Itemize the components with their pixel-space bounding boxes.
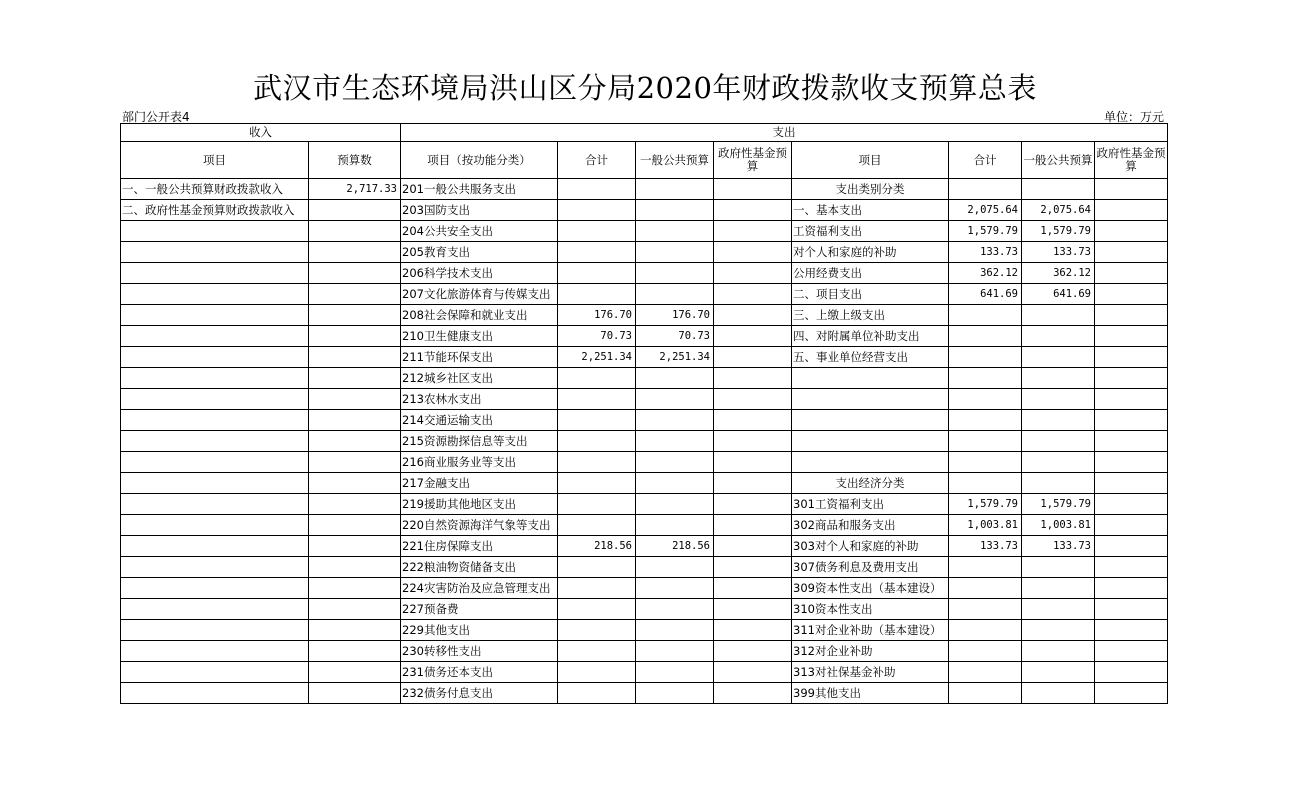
cell-econ-item — [792, 389, 949, 410]
cell-econ-item — [792, 368, 949, 389]
income-section-header: 收入 — [121, 124, 401, 142]
cell-func-item: 215资源勘探信息等支出 — [401, 431, 558, 452]
table-row — [121, 683, 1168, 704]
table-row — [121, 200, 1168, 221]
cell-income-budget — [309, 389, 401, 410]
cell-econ-total — [949, 431, 1022, 452]
cell-income-item: 一、一般公共预算财政拨款收入 — [121, 179, 309, 200]
cell-econ-fund — [1095, 200, 1168, 221]
cell-func-total — [558, 662, 636, 683]
cell-econ-general: 362.12 — [1022, 263, 1095, 284]
cell-func-item: 227预备费 — [401, 599, 558, 620]
cell-func-item: 210卫生健康支出 — [401, 326, 558, 347]
table-code: 部门公开表4 — [122, 110, 190, 124]
cell-econ-total — [949, 473, 1022, 494]
cell-econ-item — [792, 452, 949, 473]
cell-func-item: 222粮油物资储备支出 — [401, 557, 558, 578]
cell-func-general — [636, 620, 714, 641]
cell-econ-item: 303对个人和家庭的补助 — [792, 536, 949, 557]
cell-func-general — [636, 200, 714, 221]
cell-income-item — [121, 263, 309, 284]
cell-econ-general — [1022, 305, 1095, 326]
cell-func-fund — [714, 263, 792, 284]
cell-econ-fund — [1095, 431, 1168, 452]
cell-income-budget: 2,717.33 — [309, 179, 401, 200]
cell-econ-item: 310资本性支出 — [792, 599, 949, 620]
cell-econ-general — [1022, 641, 1095, 662]
cell-income-budget — [309, 368, 401, 389]
cell-func-fund — [714, 452, 792, 473]
table-row — [121, 620, 1168, 641]
cell-income-item — [121, 242, 309, 263]
cell-func-general — [636, 599, 714, 620]
cell-econ-general — [1022, 557, 1095, 578]
cell-func-item: 211节能环保支出 — [401, 347, 558, 368]
col-econ-item: 项目 — [792, 142, 949, 179]
cell-func-fund — [714, 431, 792, 452]
cell-econ-fund — [1095, 410, 1168, 431]
cell-econ-fund — [1095, 263, 1168, 284]
cell-econ-fund — [1095, 494, 1168, 515]
cell-func-total: 70.73 — [558, 326, 636, 347]
cell-func-general — [636, 494, 714, 515]
cell-econ-fund — [1095, 347, 1168, 368]
cell-func-general — [636, 368, 714, 389]
cell-func-item: 201一般公共服务支出 — [401, 179, 558, 200]
cell-econ-general — [1022, 179, 1095, 200]
cell-func-fund — [714, 179, 792, 200]
cell-econ-general: 1,579.79 — [1022, 221, 1095, 242]
cell-func-general — [636, 557, 714, 578]
cell-income-budget — [309, 221, 401, 242]
cell-econ-total: 641.69 — [949, 284, 1022, 305]
col-econ-general: 一般公共预算 — [1022, 142, 1095, 179]
table-row — [121, 221, 1168, 242]
cell-func-general — [636, 683, 714, 704]
cell-econ-general — [1022, 347, 1095, 368]
cell-func-item: 217金融支出 — [401, 473, 558, 494]
cell-econ-general: 1,003.81 — [1022, 515, 1095, 536]
table-row — [121, 368, 1168, 389]
cell-income-budget — [309, 536, 401, 557]
cell-func-fund — [714, 641, 792, 662]
cell-func-general — [636, 452, 714, 473]
cell-econ-item: 302商品和服务支出 — [792, 515, 949, 536]
cell-econ-fund — [1095, 536, 1168, 557]
cell-econ-total — [949, 683, 1022, 704]
cell-income-item — [121, 389, 309, 410]
cell-econ-total: 1,579.79 — [949, 221, 1022, 242]
cell-econ-total — [949, 389, 1022, 410]
cell-econ-fund — [1095, 242, 1168, 263]
table-row — [121, 473, 1168, 494]
table-row — [121, 179, 1168, 200]
cell-econ-general — [1022, 431, 1095, 452]
cell-econ-general — [1022, 662, 1095, 683]
expense-section-header: 支出 — [401, 124, 1168, 142]
col-func-general: 一般公共预算 — [636, 142, 714, 179]
cell-income-budget — [309, 242, 401, 263]
cell-econ-item: 311对企业补助（基本建设） — [792, 620, 949, 641]
cell-func-total — [558, 263, 636, 284]
cell-econ-item — [792, 431, 949, 452]
col-econ-fund: 政府性基金预算 — [1095, 142, 1168, 179]
cell-econ-item: 307债务利息及费用支出 — [792, 557, 949, 578]
col-func-total: 合计 — [558, 142, 636, 179]
cell-func-fund — [714, 410, 792, 431]
cell-func-fund — [714, 200, 792, 221]
cell-func-total — [558, 494, 636, 515]
unit-label: 单位：万元 — [1104, 110, 1165, 124]
cell-func-total — [558, 368, 636, 389]
cell-econ-total — [949, 410, 1022, 431]
cell-func-fund — [714, 473, 792, 494]
cell-income-item — [121, 557, 309, 578]
cell-econ-total — [949, 452, 1022, 473]
table-row — [121, 305, 1168, 326]
cell-econ-fund — [1095, 305, 1168, 326]
cell-econ-fund — [1095, 368, 1168, 389]
cell-income-item — [121, 347, 309, 368]
table-row — [121, 263, 1168, 284]
cell-func-total — [558, 389, 636, 410]
cell-econ-total — [949, 326, 1022, 347]
cell-func-item: 203国防支出 — [401, 200, 558, 221]
cell-econ-item: 五、事业单位经营支出 — [792, 347, 949, 368]
cell-econ-fund — [1095, 452, 1168, 473]
cell-income-item — [121, 305, 309, 326]
cell-econ-item: 一、基本支出 — [792, 200, 949, 221]
table-row — [121, 536, 1168, 557]
cell-econ-general: 133.73 — [1022, 242, 1095, 263]
cell-econ-general — [1022, 578, 1095, 599]
cell-income-budget — [309, 557, 401, 578]
col-func-fund: 政府性基金预算 — [714, 142, 792, 179]
cell-income-item — [121, 452, 309, 473]
cell-income-item — [121, 368, 309, 389]
cell-income-item — [121, 641, 309, 662]
cell-func-fund — [714, 284, 792, 305]
cell-econ-item: 对个人和家庭的补助 — [792, 242, 949, 263]
cell-func-item: 229其他支出 — [401, 620, 558, 641]
cell-func-general: 70.73 — [636, 326, 714, 347]
cell-func-total: 2,251.34 — [558, 347, 636, 368]
cell-func-total — [558, 410, 636, 431]
cell-func-general: 218.56 — [636, 536, 714, 557]
col-income-item: 项目 — [121, 142, 309, 179]
cell-income-budget — [309, 578, 401, 599]
page-title: 武汉市生态环境局洪山区分局2020年财政拨款收支预算总表 — [253, 71, 1037, 105]
cell-income-item — [121, 515, 309, 536]
cell-func-item: 220自然资源海洋气象等支出 — [401, 515, 558, 536]
cell-func-total — [558, 200, 636, 221]
cell-econ-item: 399其他支出 — [792, 683, 949, 704]
cell-econ-general — [1022, 683, 1095, 704]
cell-econ-general — [1022, 473, 1095, 494]
table-row — [121, 515, 1168, 536]
cell-econ-total — [949, 368, 1022, 389]
cell-income-item — [121, 221, 309, 242]
cell-func-fund — [714, 389, 792, 410]
cell-func-general — [636, 473, 714, 494]
cell-income-budget — [309, 662, 401, 683]
cell-econ-fund — [1095, 221, 1168, 242]
cell-func-item: 208社会保障和就业支出 — [401, 305, 558, 326]
cell-econ-total: 2,075.64 — [949, 200, 1022, 221]
cell-econ-fund — [1095, 179, 1168, 200]
cell-func-fund — [714, 368, 792, 389]
table-row — [121, 410, 1168, 431]
cell-econ-total: 133.73 — [949, 242, 1022, 263]
cell-func-total — [558, 284, 636, 305]
cell-econ-item: 三、上缴上级支出 — [792, 305, 949, 326]
cell-econ-fund — [1095, 326, 1168, 347]
cell-func-fund — [714, 578, 792, 599]
cell-income-item — [121, 494, 309, 515]
cell-func-fund — [714, 620, 792, 641]
cell-func-total — [558, 557, 636, 578]
cell-econ-general — [1022, 410, 1095, 431]
cell-func-general — [636, 263, 714, 284]
cell-func-general: 2,251.34 — [636, 347, 714, 368]
cell-econ-item: 二、项目支出 — [792, 284, 949, 305]
cell-econ-fund — [1095, 599, 1168, 620]
cell-func-item: 221住房保障支出 — [401, 536, 558, 557]
cell-func-item: 219援助其他地区支出 — [401, 494, 558, 515]
cell-income-budget — [309, 683, 401, 704]
cell-func-item: 214交通运输支出 — [401, 410, 558, 431]
cell-income-budget — [309, 452, 401, 473]
cell-econ-general: 133.73 — [1022, 536, 1095, 557]
col-econ-total: 合计 — [949, 142, 1022, 179]
cell-income-budget — [309, 410, 401, 431]
table-row — [121, 494, 1168, 515]
cell-func-total — [558, 515, 636, 536]
col-func-item: 项目（按功能分类） — [401, 142, 558, 179]
cell-econ-fund — [1095, 641, 1168, 662]
budget-table-body — [121, 179, 1168, 704]
table-row — [121, 578, 1168, 599]
cell-func-general — [636, 662, 714, 683]
cell-econ-total — [949, 641, 1022, 662]
cell-income-item — [121, 683, 309, 704]
cell-func-item: 231债务还本支出 — [401, 662, 558, 683]
cell-income-item — [121, 431, 309, 452]
cell-income-budget — [309, 326, 401, 347]
cell-func-general — [636, 410, 714, 431]
cell-func-fund — [714, 662, 792, 683]
cell-func-item: 224灾害防治及应急管理支出 — [401, 578, 558, 599]
cell-func-total — [558, 578, 636, 599]
cell-econ-total — [949, 557, 1022, 578]
cell-func-item: 207文化旅游体育与传媒支出 — [401, 284, 558, 305]
cell-income-item — [121, 326, 309, 347]
cell-func-total — [558, 641, 636, 662]
cell-econ-fund — [1095, 662, 1168, 683]
cell-econ-fund — [1095, 284, 1168, 305]
cell-econ-total: 133.73 — [949, 536, 1022, 557]
cell-econ-fund — [1095, 557, 1168, 578]
cell-econ-total — [949, 179, 1022, 200]
cell-income-budget — [309, 494, 401, 515]
cell-func-general — [636, 641, 714, 662]
cell-income-budget — [309, 620, 401, 641]
cell-econ-general — [1022, 368, 1095, 389]
cell-income-budget — [309, 431, 401, 452]
cell-econ-item — [792, 410, 949, 431]
cell-econ-item: 公用经费支出 — [792, 263, 949, 284]
cell-econ-total: 362.12 — [949, 263, 1022, 284]
cell-econ-general: 1,579.79 — [1022, 494, 1095, 515]
cell-func-total — [558, 179, 636, 200]
budget-table — [120, 123, 1168, 704]
table-row — [121, 347, 1168, 368]
cell-func-fund — [714, 326, 792, 347]
cell-income-item — [121, 578, 309, 599]
cell-func-fund — [714, 536, 792, 557]
cell-econ-total — [949, 620, 1022, 641]
cell-income-item — [121, 284, 309, 305]
cell-econ-general: 2,075.64 — [1022, 200, 1095, 221]
table-row — [121, 599, 1168, 620]
cell-econ-item: 313对社保基金补助 — [792, 662, 949, 683]
cell-func-item: 213农林水支出 — [401, 389, 558, 410]
cell-func-general: 176.70 — [636, 305, 714, 326]
cell-econ-item: 309资本性支出（基本建设） — [792, 578, 949, 599]
table-row — [121, 326, 1168, 347]
cell-func-total — [558, 452, 636, 473]
cell-econ-fund — [1095, 578, 1168, 599]
cell-func-total: 218.56 — [558, 536, 636, 557]
cell-econ-general — [1022, 452, 1095, 473]
cell-func-fund — [714, 683, 792, 704]
cell-income-budget — [309, 200, 401, 221]
cell-func-general — [636, 389, 714, 410]
table-row — [121, 452, 1168, 473]
cell-income-item — [121, 662, 309, 683]
cell-econ-general — [1022, 389, 1095, 410]
cell-func-item: 205教育支出 — [401, 242, 558, 263]
cell-econ-item: 四、对附属单位补助支出 — [792, 326, 949, 347]
cell-econ-item: 支出类别分类 — [792, 179, 949, 200]
cell-func-fund — [714, 221, 792, 242]
cell-func-general — [636, 578, 714, 599]
cell-func-fund — [714, 515, 792, 536]
cell-func-total — [558, 620, 636, 641]
cell-econ-total — [949, 305, 1022, 326]
cell-func-general — [636, 221, 714, 242]
cell-econ-total: 1,579.79 — [949, 494, 1022, 515]
cell-income-budget — [309, 473, 401, 494]
cell-func-total — [558, 242, 636, 263]
cell-econ-general — [1022, 599, 1095, 620]
cell-func-fund — [714, 494, 792, 515]
cell-income-budget — [309, 284, 401, 305]
cell-func-total — [558, 599, 636, 620]
cell-income-item: 二、政府性基金预算财政拨款收入 — [121, 200, 309, 221]
table-row — [121, 242, 1168, 263]
cell-econ-fund — [1095, 473, 1168, 494]
cell-econ-fund — [1095, 620, 1168, 641]
table-row — [121, 284, 1168, 305]
cell-income-item — [121, 599, 309, 620]
cell-econ-total — [949, 578, 1022, 599]
cell-income-item — [121, 410, 309, 431]
cell-income-budget — [309, 263, 401, 284]
cell-income-budget — [309, 599, 401, 620]
cell-func-fund — [714, 599, 792, 620]
cell-func-fund — [714, 305, 792, 326]
cell-econ-fund — [1095, 389, 1168, 410]
cell-func-fund — [714, 242, 792, 263]
cell-income-budget — [309, 515, 401, 536]
cell-func-total — [558, 431, 636, 452]
cell-func-general — [636, 179, 714, 200]
table-row — [121, 662, 1168, 683]
cell-income-budget — [309, 305, 401, 326]
cell-income-item — [121, 473, 309, 494]
col-income-budget: 预算数 — [309, 142, 401, 179]
cell-func-general — [636, 515, 714, 536]
cell-func-total: 176.70 — [558, 305, 636, 326]
cell-func-general — [636, 284, 714, 305]
cell-func-item: 212城乡社区支出 — [401, 368, 558, 389]
cell-econ-total — [949, 599, 1022, 620]
cell-func-item: 216商业服务业等支出 — [401, 452, 558, 473]
cell-func-item: 204公共安全支出 — [401, 221, 558, 242]
cell-econ-total — [949, 662, 1022, 683]
cell-func-total — [558, 221, 636, 242]
cell-func-total — [558, 473, 636, 494]
cell-econ-item: 301工资福利支出 — [792, 494, 949, 515]
table-row — [121, 641, 1168, 662]
cell-func-item: 232债务付息支出 — [401, 683, 558, 704]
cell-income-budget — [309, 641, 401, 662]
cell-econ-total — [949, 347, 1022, 368]
cell-econ-total: 1,003.81 — [949, 515, 1022, 536]
cell-func-fund — [714, 557, 792, 578]
cell-econ-fund — [1095, 683, 1168, 704]
cell-econ-general — [1022, 326, 1095, 347]
cell-income-budget — [309, 347, 401, 368]
table-row — [121, 557, 1168, 578]
cell-econ-general — [1022, 620, 1095, 641]
cell-income-item — [121, 536, 309, 557]
table-row — [121, 389, 1168, 410]
cell-econ-fund — [1095, 515, 1168, 536]
cell-func-item: 206科学技术支出 — [401, 263, 558, 284]
cell-income-item — [121, 620, 309, 641]
cell-econ-general: 641.69 — [1022, 284, 1095, 305]
cell-func-total — [558, 683, 636, 704]
cell-func-general — [636, 431, 714, 452]
cell-econ-item: 支出经济分类 — [792, 473, 949, 494]
cell-func-item: 230转移性支出 — [401, 641, 558, 662]
cell-func-fund — [714, 347, 792, 368]
cell-econ-item: 312对企业补助 — [792, 641, 949, 662]
cell-econ-item: 工资福利支出 — [792, 221, 949, 242]
table-row — [121, 431, 1168, 452]
cell-func-general — [636, 242, 714, 263]
